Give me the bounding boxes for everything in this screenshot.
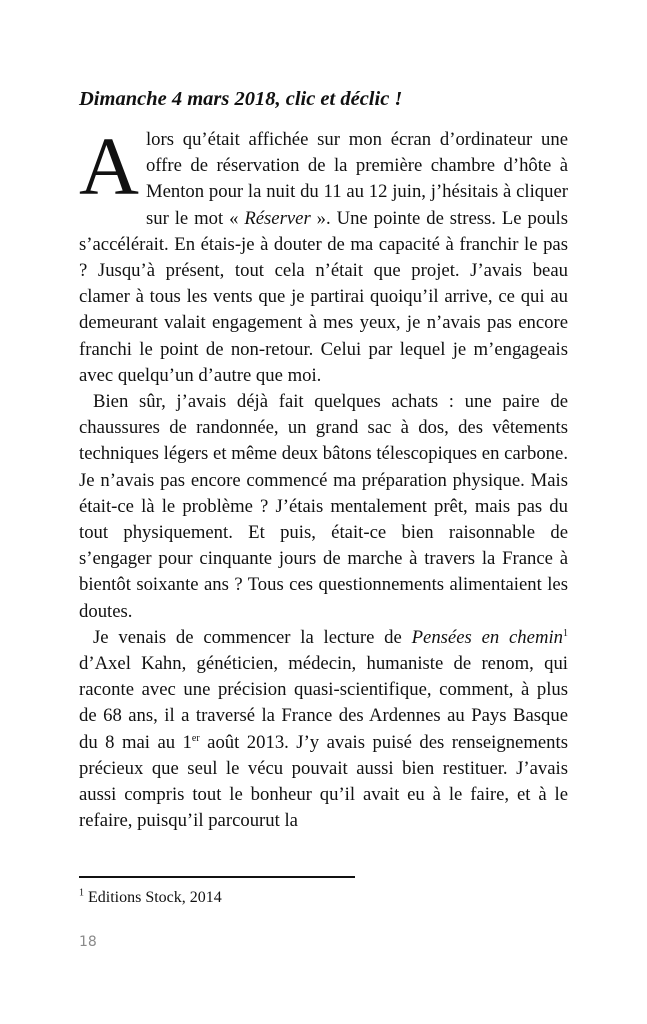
- paragraph-2: Bien sûr, j’avais déjà fait quelques achats : une paire de chaussures de randonnée, un grand sac à dos, des vêtements techniques légers et même deux bâtons télescopiques en carbone. Je n’avais pas encore commencé ma préparation physique. Mais était-ce là le problème ? J’étais mentalement prêt, mais pas du tout physiquement. Et puis, était-ce bien raisonnable de s’engager pour cinquante jours de marche à travers la France à bientôt soixante ans ? Tous ces questionnements alimentaient les doutes.: [79, 391, 568, 622]
- footnote-text: Editions Stock, 2014: [84, 889, 222, 906]
- paragraph-3-text-a: Je venais de commencer la lecture de: [93, 626, 412, 648]
- chapter-title: Dimanche 4 mars 2018, clic et déclic !: [79, 88, 403, 110]
- drop-cap: A: [79, 120, 139, 212]
- footnote-marker: 1: [79, 887, 84, 899]
- ordinal-superscript: er: [191, 732, 200, 744]
- page-number: 18: [79, 934, 97, 950]
- footnote-ref[interactable]: 1: [562, 627, 568, 639]
- footnote: [79, 887, 379, 909]
- paragraph-3-text-b: d’Axel Kahn, généticien, médecin, humaniste de renom, qui raconte avec une précision quasi-scientifique, comment, à plus de 68 ans, il a traversé la France des Ardennes au Pays Basque du 8 mai au 1: [79, 653, 568, 753]
- paragraph-1: [79, 120, 568, 389]
- paragraph-3-italic-title: Pensées en chemin: [411, 626, 563, 648]
- paragraph-1-text-b: ». Une pointe de stress. Le pouls s’accélérait. En étais-je à douter de ma capacité à franchir le pas ? Jusqu’à présent, tout cela n’était que projet. J’avais beau clamer à tous les vents que je partirai quoiqu’il arrive, ce qui au demeurant valait engagement à mes yeux, je n’avais pas encore franchi le point de non-retour. Celui par lequel je m’engageais avec quelqu’un d’autre que moi.: [79, 207, 568, 386]
- paragraph-1-italic: Réserver: [244, 207, 311, 229]
- paragraph-3: [79, 625, 568, 835]
- paragraph-1-text-a: lors qu’était affichée sur mon écran d’ordinateur une offre de réservation de la première chambre d’hôte à Menton pour la nuit du 11 au 12 juin, j’hésitais à cliquer sur le mot «: [145, 129, 568, 229]
- page-body: [79, 86, 568, 834]
- footnote-rule: [79, 876, 355, 878]
- paragraph-3-text-c: août 2013. J’y avais puisé des renseignements précieux que seul le vécu pouvait aussi bien restituer. J’avais aussi compris tout le bonheur qu’il avait eu à le faire, et à le refaire, puisqu’il parcourut la: [79, 731, 568, 832]
